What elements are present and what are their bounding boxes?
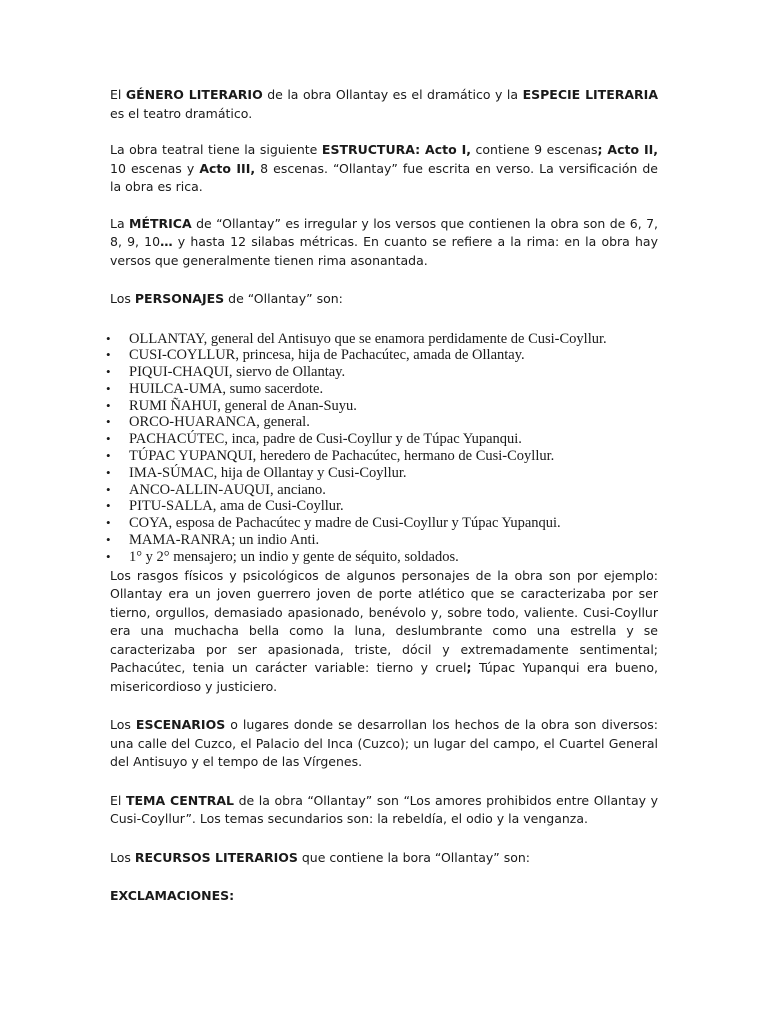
bold-text: Acto III, bbox=[199, 160, 256, 176]
bold-text: TEMA CENTRAL bbox=[125, 792, 235, 808]
text: de la obra Ollantay es el dramático y la bbox=[262, 87, 523, 102]
list-item: • CUSI-COYLLUR, princesa, hija de Pachacútec, amada de Ollantay. bbox=[110, 347, 658, 364]
list-item: • PACHACÚTEC, inca, padre de Cusi-Coyllur y de Túpac Yupanqui. bbox=[110, 431, 658, 448]
bold-text: ESCENARIOS bbox=[135, 717, 226, 733]
text: Los rasgos físicos y psicológicos de algunos personajes de la obra son por ejemplo: Ollantay era un joven guerrero joven de porte atlético que se caracterizaba por ser tierno, orgullos, demasiado apasionado, benévolo y, sobre todo, valiente. Cusi-Coyllur era una muchacha bella como la luna, deslumbrante como una estrella y se caracterizaba por ser apasionada, triste, dócil y extremadamente sentimental; Pachacútec, tenia un carácter variable: tierno y cruel bbox=[110, 567, 658, 676]
text: que contiene la bora “Ollantay” son: bbox=[297, 849, 531, 865]
text: El bbox=[110, 87, 126, 102]
paragraph-metrica bbox=[110, 215, 658, 271]
paragraph-escenarios bbox=[110, 716, 658, 772]
text: contiene 9 escenas bbox=[470, 142, 598, 157]
text: El bbox=[110, 792, 126, 808]
text: de la obra “Ollantay” son “Los amores prohibidos entre Ollantay y Cusi-Coyllur”. Los temas secundarios son: la rebeldía, el odio y la venganza. bbox=[110, 792, 658, 827]
bold-text: ESTRUCTURA: Acto I, bbox=[321, 142, 471, 157]
bold-text: PERSONAJES bbox=[134, 291, 225, 306]
list-item: • MAMA-RANRA; un indio Anti. bbox=[110, 532, 658, 549]
characters-list bbox=[110, 331, 658, 566]
text: de “Ollantay” son: bbox=[224, 291, 343, 306]
list-item: • PITU-SALLA, ama de Cusi-Coyllur. bbox=[110, 498, 658, 515]
text: La bbox=[110, 215, 130, 231]
list-item: • RUMI ÑAHUI, general de Anan-Suyu. bbox=[110, 398, 658, 415]
bold-text: ; bbox=[466, 660, 472, 676]
text: 8 escenas. “Ollantay” fue escrita en verso. La versificación de la obra es rica. bbox=[110, 160, 658, 194]
paragraph-estructura bbox=[110, 141, 658, 197]
list-item: • ANCO-ALLIN-AUQUI, anciano. bbox=[110, 482, 658, 499]
text: Túpac Yupanqui era bueno, misericordioso y justiciero. bbox=[110, 660, 658, 694]
heading-exclamaciones bbox=[110, 887, 658, 906]
text: es el teatro dramático. bbox=[110, 105, 253, 121]
text: Los bbox=[110, 717, 136, 733]
text: Los bbox=[110, 849, 135, 865]
text: y hasta 12 silabas métricas. En cuanto se refiere a la rima: en la obra hay versos que generalmente tienen rima asonantada. bbox=[110, 234, 658, 268]
text: Los bbox=[110, 291, 135, 306]
list-item: • 1° y 2° mensajero; un indio y gente de séquito, soldados. bbox=[110, 549, 658, 566]
bold-text: … bbox=[160, 234, 173, 249]
bold-text: ; Acto II, bbox=[597, 142, 658, 157]
text: 10 escenas y bbox=[110, 160, 200, 176]
paragraph-personajes bbox=[110, 290, 658, 309]
bold-text: GÉNERO LITERARIO bbox=[125, 87, 263, 102]
bold-text: RECURSOS LITERARIOS bbox=[134, 849, 298, 865]
list-item: • TÚPAC YUPANQUI, heredero de Pachacútec, hermano de Cusi-Coyllur. bbox=[110, 448, 658, 465]
list-item: • OLLANTAY, general del Antisuyo que se enamora perdidamente de Cusi-Coyllur. bbox=[110, 331, 658, 348]
text: de “Ollantay” es irregular y los versos que contienen la obra son de 6, 7, 8, 9, 10 bbox=[110, 215, 658, 249]
text: La obra teatral tiene la siguiente bbox=[110, 142, 322, 157]
list-item: • ORCO-HUARANCA, general. bbox=[110, 414, 658, 431]
paragraph-genero bbox=[110, 86, 658, 123]
text: o lugares donde se desarrollan los hechos de la obra son diversos: una calle del Cuzco, el Palacio del Inca (Cuzco); un lugar del campo, el Cuartel General del Antisuyo y el tempo de las Vírgenes. bbox=[110, 717, 658, 770]
list-item: • COYA, esposa de Pachacútec y madre de Cusi-Coyllur y Túpac Yupanqui. bbox=[110, 515, 658, 532]
bold-text: ESPECIE LITERARIA bbox=[522, 87, 658, 102]
paragraph-recursos bbox=[110, 849, 658, 868]
bold-text: MÉTRICA bbox=[129, 215, 192, 231]
paragraph-tema-central bbox=[110, 792, 658, 829]
bold-text: EXCLAMACIONES: bbox=[110, 888, 235, 904]
list-item: • HUILCA-UMA, sumo sacerdote. bbox=[110, 381, 658, 398]
list-item: • IMA-SÚMAC, hija de Ollantay y Cusi-Coyllur. bbox=[110, 465, 658, 482]
paragraph-rasgos bbox=[110, 567, 658, 697]
list-item: • PIQUI-CHAQUI, siervo de Ollantay. bbox=[110, 364, 658, 381]
